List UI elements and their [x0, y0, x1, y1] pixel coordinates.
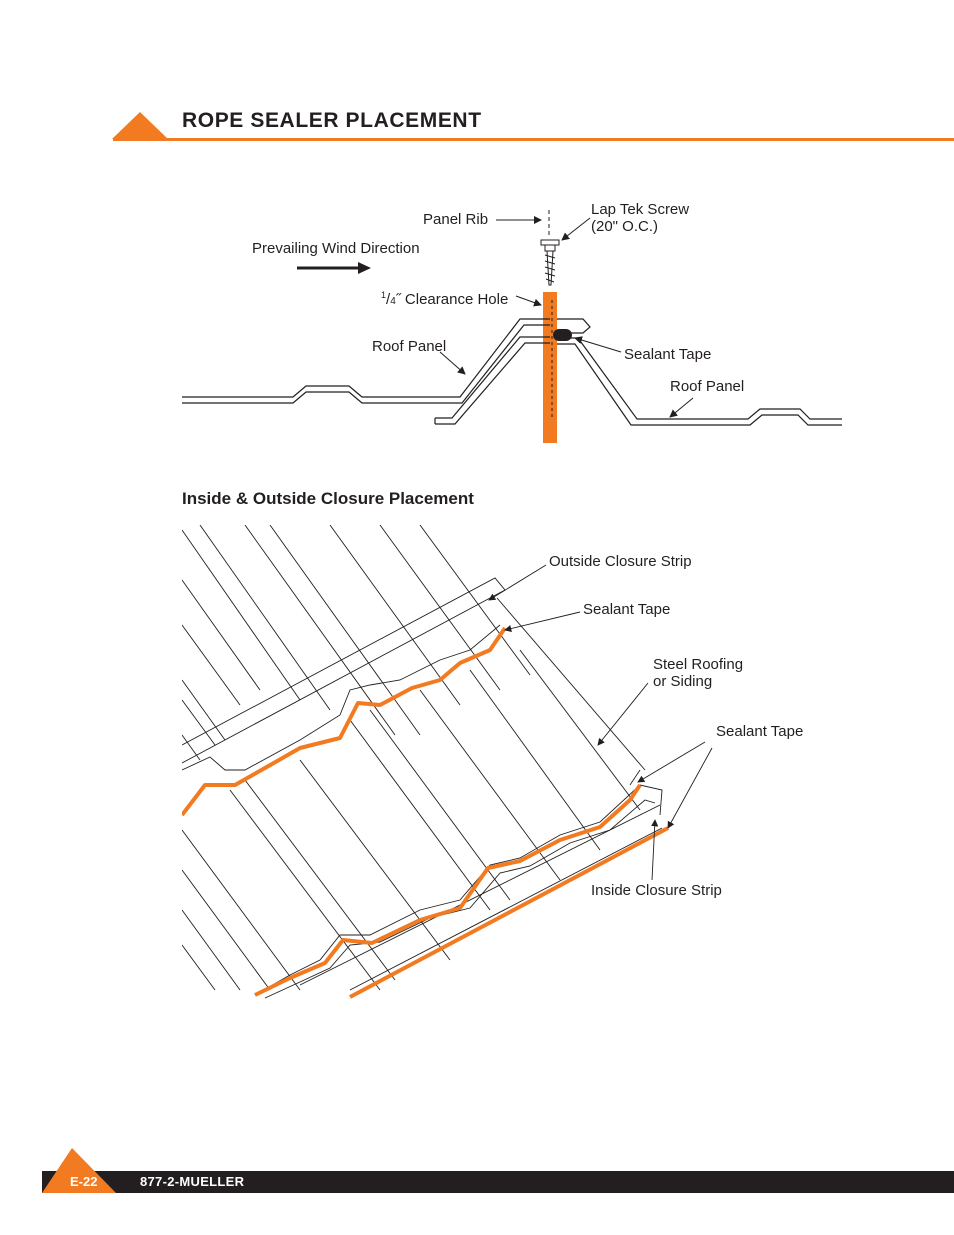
footer-phone: 877-2-MUELLER — [140, 1174, 245, 1189]
label-prevailing-wind: Prevailing Wind Direction — [252, 240, 420, 257]
label-lap-tek-screw: Lap Tek Screw — [591, 201, 690, 218]
clearance-hole-denominator: 4 — [390, 296, 396, 307]
closure-placement-diagram — [182, 525, 954, 1000]
label-panel-rib: Panel Rib — [423, 211, 489, 228]
page-number: E-22 — [70, 1174, 98, 1189]
label-sealant-tape: Sealant Tape — [624, 346, 712, 363]
label-roof-panel-left: Roof Panel — [372, 338, 447, 355]
sealant-tape-top-strip — [182, 628, 505, 815]
label-sealant-tape-bottom: Sealant Tape — [716, 723, 804, 740]
label-steel-roofing-line1: Steel Roofing — [653, 656, 744, 673]
label-screw-spacing: (20" O.C.) — [591, 218, 659, 235]
label-roof-panel-right: Roof Panel — [670, 378, 745, 395]
label-clearance-hole: $^1$/4˝ Clearance Hole — [381, 290, 509, 308]
clearance-hole-text: ˝ Clearance Hole — [395, 291, 509, 308]
sealant-tape-bottom-strip — [350, 828, 668, 997]
label-steel-roofing-line2: or Siding — [653, 673, 713, 690]
label-outside-closure-strip: Outside Closure Strip — [549, 553, 692, 570]
sealant-tape-blob — [553, 329, 572, 341]
clearance-hole-numerator: 1 — [381, 290, 387, 300]
label-inside-closure-strip: Inside Closure Strip — [591, 882, 722, 899]
label-sealant-tape-top: Sealant Tape — [583, 601, 671, 618]
footer-triangle — [0, 1140, 160, 1200]
rope-sealer-column — [543, 292, 557, 443]
header-rule — [113, 138, 954, 141]
page-title: ROPE SEALER PLACEMENT — [182, 109, 482, 132]
lap-tek-screw — [541, 240, 559, 285]
section-title: Inside & Outside Closure Placement — [182, 489, 474, 508]
